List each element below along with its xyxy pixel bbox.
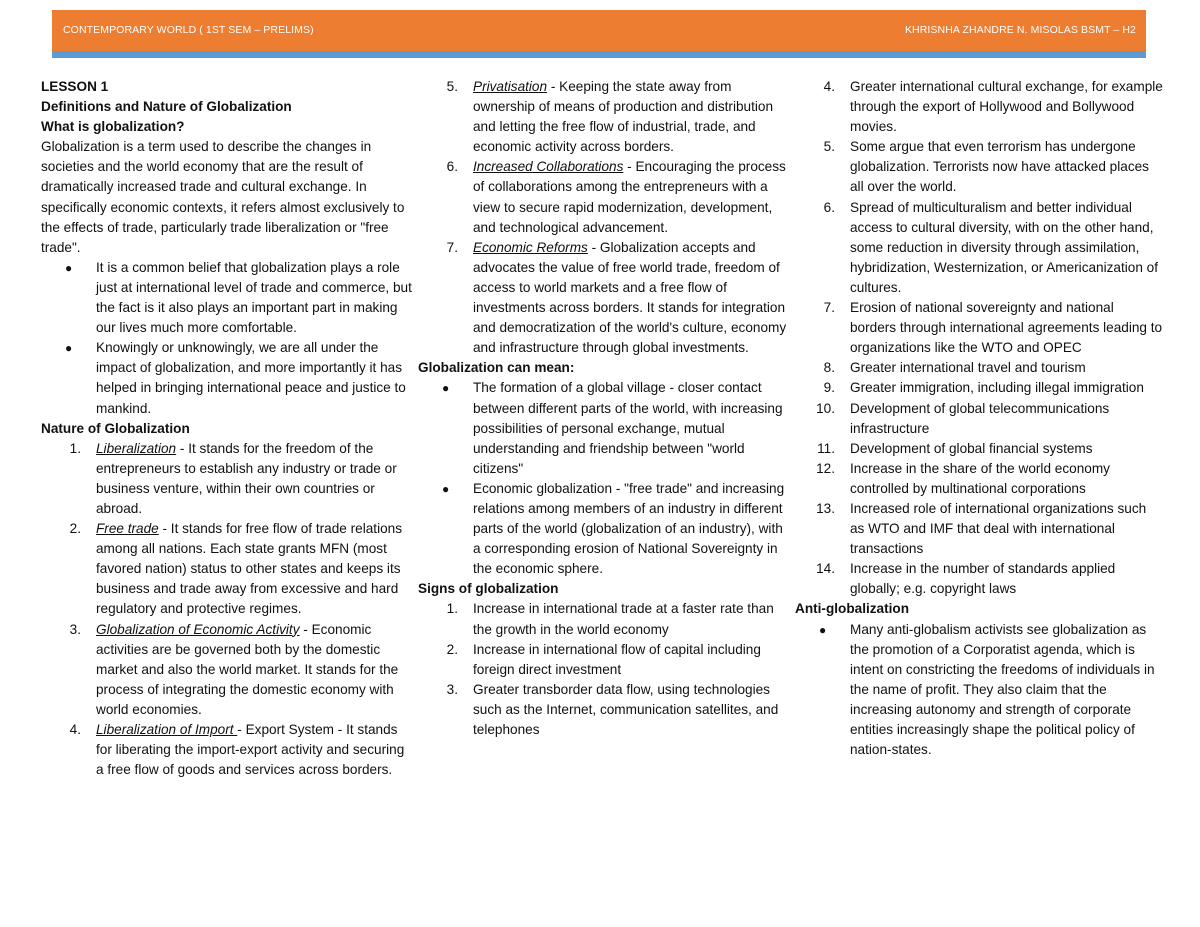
- item-text: Development of global financial systems: [850, 440, 1093, 456]
- bullet-text: Economic globalization - "free trade" and increasing relations among members of an industry in different parts of the world (globalization of an industry), with a corresponding erosion of National Sovereignty in the economic sphere.: [473, 480, 785, 577]
- list-item: [41, 258, 413, 338]
- column-1: [41, 77, 413, 780]
- item-number: 14.: [816, 561, 835, 577]
- item-number: 10.: [816, 400, 835, 416]
- item-number: 4.: [69, 722, 81, 737]
- bullet-text: It is a common belief that globalization plays a role just at international level of trade and commerce, but the fact is it also plays an important part in making our lives much more comfortable.: [96, 259, 412, 336]
- bullet-text: The formation of a global village - closer contact between different parts of the world, with increasing possibilities of personal exchange, mutual understanding and friendship between "world citizens": [473, 380, 783, 476]
- item-text: - It stands for free flow of trade relations among all nations. Each state grants MFN (most favored nation) status to other states and keeps its business and trade away from excessive and hard regulatory and protective regimes.: [96, 521, 403, 617]
- item-number: 13.: [816, 500, 835, 516]
- list-item: [795, 399, 1163, 439]
- item-number: 2.: [69, 521, 81, 537]
- item-term: Privatisation: [473, 79, 548, 94]
- list-item: [41, 439, 413, 519]
- header-stripe: [52, 51, 1146, 58]
- bullet-text: Many anti-globalism activists see globalization as the promotion of a Corporatist agenda, which is intent on constricting the freedoms of individuals in the name of profit. They also claim that the increasing autonomy and strength of corporate entities increasingly shape the political policy of nation-states.: [850, 621, 1155, 758]
- item-text: Increase in the share of the world economy controlled by multinational corporations: [850, 460, 1110, 496]
- item-text: Increase in international trade at a faster rate than the growth in the world economy: [473, 601, 774, 637]
- intro-paragraph: Globalization is a term used to describe the changes in societies and the world economy that are the result of dramatically increased trade and cultural exchange. In specifically economic contexts, it refers almost exclusively to the effects of trade, particularly trade liberalization or "free trade".: [41, 139, 405, 255]
- section-heading-nature: Nature of Globalization: [41, 420, 190, 436]
- course-title: CONTEMPORARY WORLD ( 1ST SEM – PRELIMS): [63, 24, 314, 36]
- item-number: 4.: [823, 79, 835, 94]
- item-text: - Export System - It stands for liberating the import-export activity and securing a free flow of goods and services across borders.: [96, 722, 405, 778]
- item-term: Increased Collaborations: [473, 159, 624, 175]
- item-term: Economic Reforms: [473, 239, 588, 255]
- item-text: Increased role of international organizations such as WTO and IMF that deal with international transactions: [850, 500, 1147, 557]
- column-2: [418, 77, 790, 740]
- item-term: Liberalization of Import: [96, 722, 238, 737]
- nature-list: [41, 439, 413, 781]
- item-number: 8.: [823, 360, 835, 376]
- item-term: Liberalization: [96, 440, 177, 456]
- section-heading-can-mean: Globalization can mean:: [418, 360, 575, 376]
- item-number: 12.: [816, 460, 835, 476]
- list-item: [795, 358, 1163, 378]
- bullet-text: Knowingly or unknowingly, we are all under the impact of globalization, and more importantly it has helped in bringing international peace and justice to mankind.: [96, 340, 406, 416]
- item-text: Development of global telecommunications infrastructure: [850, 400, 1110, 436]
- bullet-icon: ●: [442, 381, 450, 396]
- item-number: 1.: [69, 440, 81, 456]
- item-term: Globalization of Economic Activity: [96, 621, 300, 637]
- signs-list-continued: [795, 77, 1163, 599]
- nature-list-continued: [418, 77, 790, 358]
- list-item: [795, 77, 1163, 137]
- item-number: 3.: [69, 621, 81, 637]
- item-text: Spread of multiculturalism and better individual access to cultural diversity, with on the other hand, some reduction in diversity through assimilation, hybridization, Westernization, or Americanization of cultures.: [850, 199, 1159, 295]
- list-item: [41, 720, 413, 780]
- bullet-icon: ●: [442, 481, 450, 496]
- lesson-title: Definitions and Nature of Globalization: [41, 99, 292, 115]
- list-item: [795, 620, 1163, 761]
- item-number: 7.: [823, 300, 835, 316]
- item-number: 6.: [446, 159, 458, 175]
- item-text: - Globalization accepts and advocates the value of free world trade, freedom of access to world markets and a free flow of investments across borders. It stands for integration and democratization of the world's culture, economy and infrastructure through global investments.: [473, 239, 787, 356]
- bullet-icon: ●: [65, 260, 73, 275]
- list-item: [418, 479, 790, 579]
- item-text: - Encouraging the process of collaborations among the entrepreneurs with a view to secure rapid modernization, development, and technological advancement.: [473, 159, 786, 235]
- item-text: Some argue that even terrorism has undergone globalization. Terrorists now have attacked places all over the world.: [850, 139, 1149, 195]
- item-text: Greater international travel and tourism: [850, 360, 1086, 376]
- lesson-bullet-list: [41, 258, 413, 419]
- list-item: [418, 640, 790, 680]
- list-item: [795, 459, 1163, 499]
- list-item: [41, 338, 413, 418]
- list-item: [418, 680, 790, 740]
- student-name: KHRISNHA ZHANDRE N. MISOLAS BSMT – H2: [904, 24, 1136, 36]
- item-text: - Keeping the state away from ownership of means of production and distribution and letting the free flow of industrial, trade, and economic activity across borders.: [473, 79, 773, 155]
- bullet-icon: ●: [65, 341, 73, 356]
- item-text: Greater international cultural exchange, for example through the export of Hollywood and Bollywood movies.: [850, 79, 1163, 135]
- list-item: [795, 378, 1163, 398]
- item-text: Greater immigration, including illegal immigration: [850, 380, 1144, 396]
- item-text: Increase in international flow of capital including foreign direct investment: [473, 641, 761, 677]
- list-item: [795, 137, 1163, 197]
- item-number: 11.: [817, 440, 835, 456]
- list-item: [41, 519, 413, 619]
- item-number: 6.: [823, 199, 835, 215]
- item-text: Increase in the number of standards applied globally; e.g. copyright laws: [850, 561, 1116, 597]
- item-term: Free trade: [96, 521, 159, 537]
- list-item: [418, 599, 790, 639]
- item-number: 5.: [823, 139, 835, 155]
- bullet-icon: ●: [819, 622, 827, 637]
- item-number: 5.: [446, 79, 458, 94]
- list-item: [795, 499, 1163, 559]
- item-text: Greater transborder data flow, using technologies such as the Internet, communication satellites, and telephones: [473, 681, 779, 737]
- item-number: 2.: [446, 641, 458, 657]
- list-item: [795, 298, 1163, 358]
- anti-bullet-list: [795, 620, 1163, 761]
- list-item: [41, 620, 413, 720]
- section-heading-what-is: What is globalization?: [41, 119, 185, 135]
- list-item: [418, 378, 790, 478]
- item-number: 7.: [446, 239, 458, 255]
- list-item: [795, 559, 1163, 599]
- item-number: 1.: [446, 601, 458, 617]
- item-text: Erosion of national sovereignty and national borders through international agreements leading to organizations like the WTO and OPEC: [850, 300, 1163, 356]
- list-item: [418, 238, 790, 359]
- section-heading-signs: Signs of globalization: [418, 581, 559, 597]
- item-number: 9.: [823, 380, 835, 396]
- list-item: [795, 439, 1163, 459]
- item-text: - It stands for the freedom of the entrepreneurs to establish any industry or trade or business venture, within their own countries or abroad.: [96, 440, 397, 516]
- lesson-label: LESSON 1: [41, 79, 109, 94]
- signs-list: [418, 599, 790, 740]
- list-item: [795, 198, 1163, 298]
- item-number: 3.: [446, 681, 458, 697]
- list-item: [418, 157, 790, 237]
- section-heading-anti: Anti-globalization: [795, 601, 910, 617]
- column-3: [795, 77, 1163, 760]
- list-item: [418, 77, 790, 157]
- mean-bullet-list: [418, 378, 790, 579]
- item-text: - Economic activities are be governed both by the domestic market and also the world market. It stands for the process of integrating the domestic economy with world economies.: [96, 621, 399, 717]
